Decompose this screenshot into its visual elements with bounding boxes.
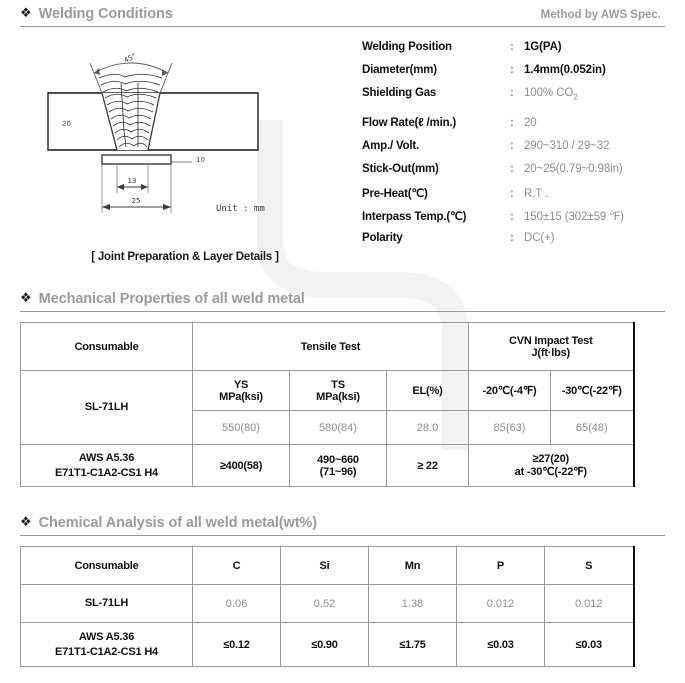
unit-note: Unit : mm [216, 204, 265, 214]
product-ys-value: 550(80) [193, 411, 290, 445]
parameter-row-diameter [362, 64, 665, 85]
header-phosphorus: P [457, 547, 545, 585]
product-cvn-30-value: 65(48) [551, 411, 634, 445]
spec-cvn-line1: ≥27(20) [532, 453, 569, 465]
welding-conditions-section [20, 0, 665, 263]
chemical-analysis-table [20, 546, 635, 667]
parameter-value: 290~310 / 29~32 [524, 140, 610, 152]
parameter-label: Pre-Heat(℃) [362, 188, 428, 200]
table-row-spec-requirements [21, 445, 634, 487]
parameter-row-amp-volt [362, 140, 665, 161]
parameter-row-pre-heat [362, 186, 665, 207]
spec-ys-value: ≥400(58) [193, 445, 290, 487]
parameter-label: Diameter(mm) [362, 64, 437, 76]
weld-joint-drawing [20, 35, 350, 240]
spec-name-cell [21, 623, 193, 667]
header-ys [193, 371, 290, 411]
chemical-analysis-header [20, 515, 665, 536]
product-cvn-20-value: 85(63) [469, 411, 551, 445]
mechanical-properties-section [20, 285, 665, 487]
diamond-bullet-icon: ❖ [20, 5, 32, 20]
product-silicon-value: 0.52 [281, 585, 369, 623]
parameter-row-welding-position [362, 41, 665, 62]
parameter-value: 20 [524, 117, 537, 129]
diagram-caption: [ Joint Preparation & Layer Details ] [91, 251, 279, 263]
parameter-label: Stick-Out(mm) [362, 163, 439, 175]
table-subheader-row [21, 371, 634, 411]
method-note: Method by AWS Spec. [540, 9, 661, 21]
joint-preparation-diagram [20, 35, 350, 263]
header-silicon: Si [281, 547, 369, 585]
parameter-label: Interpass Temp.(℃) [362, 211, 467, 223]
header-cvn-line2: J(ft·lbs) [531, 346, 571, 359]
header-tensile-test: Tensile Test [193, 323, 469, 371]
diamond-bullet-icon: ❖ [20, 290, 32, 305]
header-temp-minus-30: -30℃(-22℉) [551, 371, 634, 411]
welding-conditions-header [20, 6, 665, 27]
spec-manganese-value: ≤1.75 [369, 623, 457, 667]
header-carbon: C [193, 547, 281, 585]
table-row-spec-composition [21, 623, 634, 667]
parameter-label: Amp./ Volt. [362, 140, 420, 152]
spec-el-value: ≥ 22 [387, 445, 469, 487]
product-phosphorus-value: 0.012 [457, 585, 545, 623]
spec-name-line2: E71T1-C1A2-CS1 H4 [55, 645, 158, 658]
spec-name-line1: AWS A5.36 [78, 630, 135, 643]
header-manganese: Mn [369, 547, 457, 585]
parameter-value: R.T . [524, 188, 549, 200]
parameter-value: 100% $CO_2$ [524, 87, 578, 102]
header-temp-minus-20: -20℃(-4℉) [469, 371, 551, 411]
header-sulfur: S [545, 547, 634, 585]
parameter-row-stick-out [362, 163, 665, 184]
parameter-colon: : [510, 117, 514, 129]
product-name-cell: SL-71LH [21, 585, 193, 623]
parameter-colon: : [510, 140, 514, 152]
parameter-row-polarity [362, 232, 665, 253]
section-title: Mechanical Properties of all weld metal [38, 291, 305, 307]
diamond-bullet-icon: ❖ [20, 514, 32, 529]
chemical-analysis-section [20, 509, 665, 667]
parameter-row-shielding-gas [362, 87, 665, 108]
parameter-colon: : [510, 232, 514, 244]
mechanical-properties-header [20, 291, 665, 312]
table-header-row [21, 323, 634, 371]
header-cvn-line1: CVN Impact Test [508, 334, 593, 347]
spec-ts-value [290, 445, 387, 487]
root-gap-label: 13 [127, 177, 137, 185]
parameter-colon: : [510, 163, 514, 175]
groove-width-label: 25 [131, 197, 141, 205]
spec-cvn-line2: at -30℃(-22℉) [514, 466, 587, 478]
header-ys-line1: YS [233, 378, 249, 391]
spec-sulfur-value: ≤0.03 [545, 623, 634, 667]
parameter-label: Polarity [362, 232, 403, 244]
parameter-value: 20~25(0.79~0.98in) [524, 163, 623, 175]
spec-silicon-value: ≤0.90 [281, 623, 369, 667]
backing-thickness-label: 10 [196, 156, 205, 164]
parameter-value: DC(+) [524, 232, 555, 244]
parameter-value: 150±15 (302±59 ℉) [524, 211, 624, 223]
spec-cvn-value [469, 445, 634, 487]
parameter-colon: : [510, 87, 514, 99]
section-title: Welding Conditions [38, 6, 173, 22]
parameter-label: Flow Rate(ℓ /min.) [362, 117, 457, 129]
parameter-label: Welding Position [362, 41, 452, 53]
parameter-colon: : [510, 41, 514, 53]
parameter-value: 1G(PA) [524, 41, 562, 53]
header-ts-line1: TS [331, 378, 345, 391]
spec-name-line1: AWS A5.36 [78, 451, 135, 464]
table-row-product-composition [21, 585, 634, 623]
groove-angle-label: 45° [122, 51, 138, 65]
header-elongation: EL(%) [387, 371, 469, 411]
product-ts-value: 580(84) [290, 411, 387, 445]
spec-ts-line2: (71~96) [319, 465, 357, 478]
section-title: Chemical Analysis of all weld metal(wt%) [38, 515, 317, 531]
product-name-cell: SL-71LH [21, 371, 193, 445]
spec-name-cell [21, 445, 193, 487]
spec-name-line2: E71T1-C1A2-CS1 H4 [55, 466, 158, 479]
spec-carbon-value: ≤0.12 [193, 623, 281, 667]
parameter-row-interpass-temp [362, 209, 665, 230]
header-cvn-impact-test [469, 323, 634, 371]
product-carbon-value: 0.06 [193, 585, 281, 623]
spec-ts-line1: 490~660 [317, 453, 359, 466]
header-ys-line2: MPa(ksi) [219, 390, 263, 403]
header-consumable: Consumable [21, 323, 193, 371]
product-manganese-value: 1.38 [369, 585, 457, 623]
parameter-colon: : [510, 211, 514, 223]
parameter-colon: : [510, 64, 514, 76]
parameter-colon: : [510, 188, 514, 200]
spec-phosphorus-value: ≤0.03 [457, 623, 545, 667]
table-header-row [21, 547, 634, 585]
parameter-value: 1.4mm(0.052in) [524, 64, 606, 76]
plate-thickness-label: 20 [62, 120, 71, 128]
mechanical-properties-table [20, 322, 635, 487]
product-sulfur-value: 0.012 [545, 585, 634, 623]
header-ts [290, 371, 387, 411]
parameter-label: Shielding Gas [362, 87, 437, 99]
header-ts-line2: MPa(ksi) [316, 390, 360, 403]
parameter-row-flow-rate [362, 117, 665, 138]
header-consumable: Consumable [21, 547, 193, 585]
product-el-value: 28.0 [387, 411, 469, 445]
welding-parameters-list [350, 35, 665, 263]
